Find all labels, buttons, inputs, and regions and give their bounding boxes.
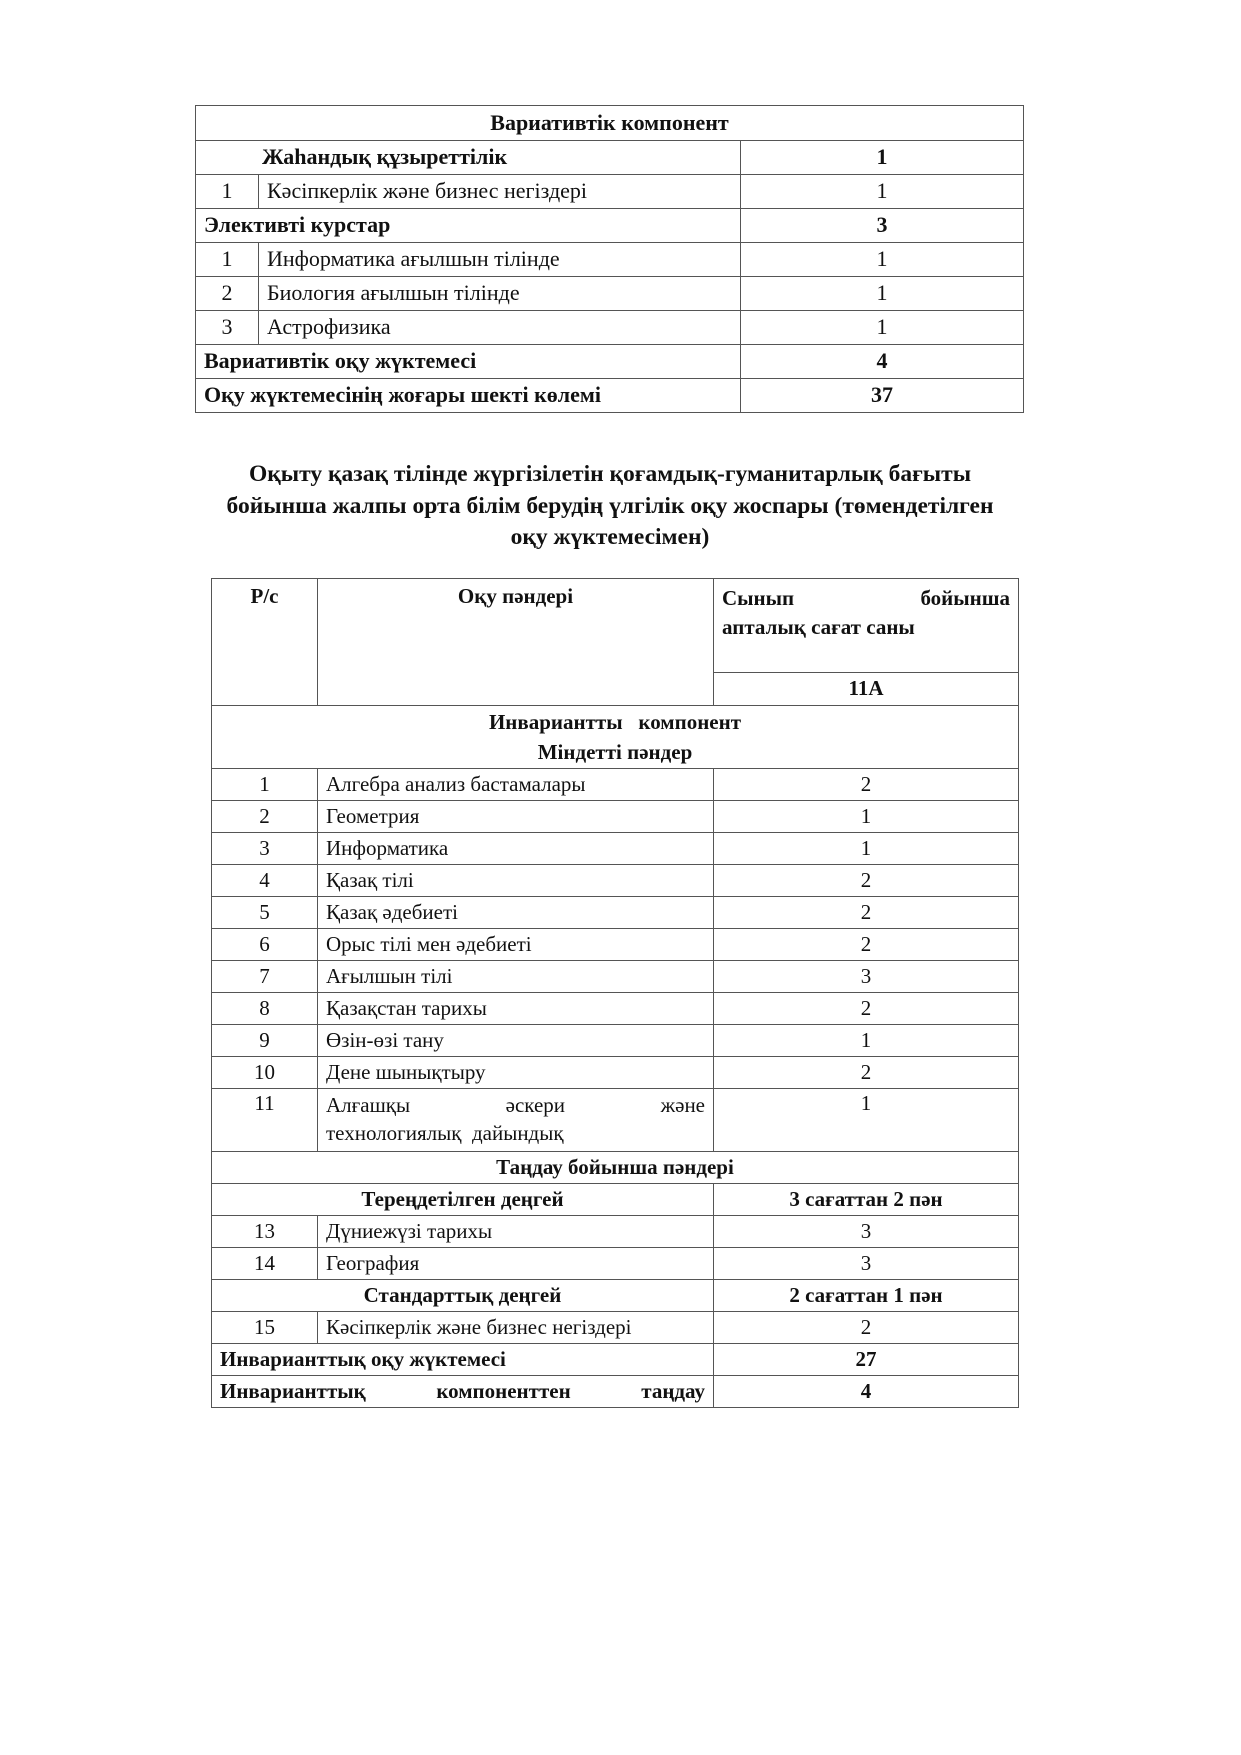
row-number: 5	[212, 897, 318, 929]
subject-hours: 1	[741, 311, 1024, 345]
invariant-header: Инвариантты компонент	[488, 710, 742, 734]
subject-name-word: әскери	[505, 1093, 566, 1117]
subject-name-line2: технологиялық дайындық	[326, 1121, 564, 1145]
standard-level-value: 2 сағаттан 1 пән	[714, 1280, 1019, 1312]
subject-name: Геометрия	[318, 801, 714, 833]
elective-subjects-header: Таңдау бойынша пәндері	[212, 1152, 1019, 1184]
subject-name: Кәсіпкерлік және бизнес негіздері	[259, 175, 741, 209]
table-row	[196, 277, 1024, 311]
max-load-value: 37	[741, 379, 1024, 413]
subject-name: География	[318, 1248, 714, 1280]
table-row	[212, 961, 1019, 993]
table-row	[212, 1089, 1019, 1152]
col-header-hours-word: Сынып	[722, 586, 795, 610]
row-number: 13	[212, 1216, 318, 1248]
subject-hours: 2	[714, 929, 1019, 961]
variative-load-label: Вариативтік оқу жүктемесі	[196, 345, 741, 379]
col-header-subjects: Оқу пәндері	[318, 579, 714, 706]
table-row	[212, 1057, 1019, 1089]
invariant-load-label: Инварианттық оқу жүктемесі	[212, 1344, 714, 1376]
subject-hours: 2	[714, 769, 1019, 801]
subject-name: Информатика ағылшын тілінде	[259, 243, 741, 277]
section-header-row	[212, 706, 1019, 769]
curriculum-table	[211, 578, 1019, 1408]
subject-hours: 2	[714, 865, 1019, 897]
total-row	[196, 379, 1024, 413]
subject-hours: 1	[714, 1025, 1019, 1057]
table-row	[212, 769, 1019, 801]
table-row	[212, 801, 1019, 833]
label-word: таңдау	[641, 1378, 705, 1403]
subject-name: Қазақ әдебиеті	[318, 897, 714, 929]
col-header-hours	[714, 579, 1019, 673]
table-row	[212, 929, 1019, 961]
subject-hours: 1	[741, 277, 1024, 311]
variative-component-table	[195, 105, 1024, 413]
subject-name: Дене шынықтыру	[318, 1057, 714, 1089]
subject-name: Информатика	[318, 833, 714, 865]
invariant-section-header	[212, 706, 1019, 769]
advanced-level-value: 3 сағаттан 2 пән	[714, 1184, 1019, 1216]
table-row	[212, 1312, 1019, 1344]
table-header-row	[196, 106, 1024, 141]
electives-value: 3	[741, 209, 1024, 243]
row-number: 2	[212, 801, 318, 833]
subject-name: Қазақстан тарихы	[318, 993, 714, 1025]
mandatory-header: Міндетті пәндер	[537, 740, 693, 764]
variative-load-value: 4	[741, 345, 1024, 379]
standard-level-label: Стандарттық деңгей	[212, 1280, 714, 1312]
row-number: 3	[196, 311, 259, 345]
section-title	[150, 459, 1070, 554]
table-row	[212, 1248, 1019, 1280]
subject-name	[318, 1089, 714, 1152]
col-header-hours-line2: апталық сағат саны	[722, 615, 915, 639]
total-row	[212, 1344, 1019, 1376]
subject-name-word: және	[660, 1093, 705, 1117]
subject-name: Дүниежүзі тарихы	[318, 1216, 714, 1248]
subject-hours: 1	[714, 801, 1019, 833]
total-row	[212, 1376, 1019, 1408]
invariant-choice-value: 4	[714, 1376, 1019, 1408]
table-row	[196, 243, 1024, 277]
group-row	[212, 1280, 1019, 1312]
row-number: 1	[212, 769, 318, 801]
subject-name-word: Алғашқы	[326, 1093, 411, 1117]
group-row	[196, 141, 1024, 175]
subject-hours: 1	[741, 175, 1024, 209]
subject-name: Биология ағылшын тілінде	[259, 277, 741, 311]
col-header-hours-word: бойынша	[920, 586, 1010, 610]
section-title-line: бойынша жалпы орта білім берудің үлгілік оқу жоспары (төмендетілген	[226, 492, 994, 519]
subject-hours: 1	[741, 243, 1024, 277]
subject-name: Астрофизика	[259, 311, 741, 345]
row-number: 1	[196, 243, 259, 277]
subject-hours: 2	[714, 897, 1019, 929]
row-number: 4	[212, 865, 318, 897]
row-number: 9	[212, 1025, 318, 1057]
subject-hours: 2	[714, 993, 1019, 1025]
table-row	[212, 1216, 1019, 1248]
row-number: 1	[196, 175, 259, 209]
label-word: Инварианттық	[220, 1378, 366, 1403]
subject-name: Орыс тілі мен әдебиеті	[318, 929, 714, 961]
group-row	[196, 209, 1024, 243]
subject-name: Ағылшын тілі	[318, 961, 714, 993]
subject-hours: 1	[714, 1089, 1019, 1152]
subject-hours: 3	[714, 961, 1019, 993]
global-competence-value: 1	[741, 141, 1024, 175]
total-row	[196, 345, 1024, 379]
variative-header: Вариативтік компонент	[196, 106, 1024, 141]
row-number: 6	[212, 929, 318, 961]
global-competence-label: Жаһандық құзыреттілік	[196, 141, 741, 175]
subject-hours: 1	[714, 833, 1019, 865]
row-number: 2	[196, 277, 259, 311]
subject-name: Қазақ тілі	[318, 865, 714, 897]
subject-name: Өзін-өзі тану	[318, 1025, 714, 1057]
row-number: 11	[212, 1089, 318, 1152]
section-header-row	[212, 1152, 1019, 1184]
advanced-level-label: Тереңдетілген деңгей	[212, 1184, 714, 1216]
subject-hours: 3	[714, 1248, 1019, 1280]
class-label: 11А	[714, 673, 1019, 706]
label-word: компоненттен	[436, 1378, 571, 1403]
col-header-number: Р/с	[212, 579, 318, 706]
row-number: 8	[212, 993, 318, 1025]
max-load-label: Оқу жүктемесінің жоғары шекті көлемі	[196, 379, 741, 413]
row-number: 15	[212, 1312, 318, 1344]
section-title-line: Оқыту қазақ тілінде жүргізілетін қоғамдық-гуманитарлық бағыты	[248, 461, 972, 487]
subject-hours: 2	[714, 1057, 1019, 1089]
electives-label: Элективті курстар	[196, 209, 741, 243]
subject-hours: 2	[714, 1312, 1019, 1344]
invariant-choice-label	[212, 1376, 714, 1408]
row-number: 7	[212, 961, 318, 993]
section-title-line: оқу жүктемесімен)	[510, 524, 710, 550]
group-row	[212, 1184, 1019, 1216]
table-row	[196, 311, 1024, 345]
table-header-row	[212, 579, 1019, 673]
subject-hours: 3	[714, 1216, 1019, 1248]
table-row	[212, 993, 1019, 1025]
table-row	[212, 897, 1019, 929]
subject-name: Кәсіпкерлік және бизнес негіздері	[318, 1312, 714, 1344]
row-number: 10	[212, 1057, 318, 1089]
table-row	[212, 833, 1019, 865]
table-row	[196, 175, 1024, 209]
row-number: 3	[212, 833, 318, 865]
subject-name: Алгебра анализ бастамалары	[318, 769, 714, 801]
row-number: 14	[212, 1248, 318, 1280]
invariant-load-value: 27	[714, 1344, 1019, 1376]
table-row	[212, 1025, 1019, 1057]
table-row	[212, 865, 1019, 897]
